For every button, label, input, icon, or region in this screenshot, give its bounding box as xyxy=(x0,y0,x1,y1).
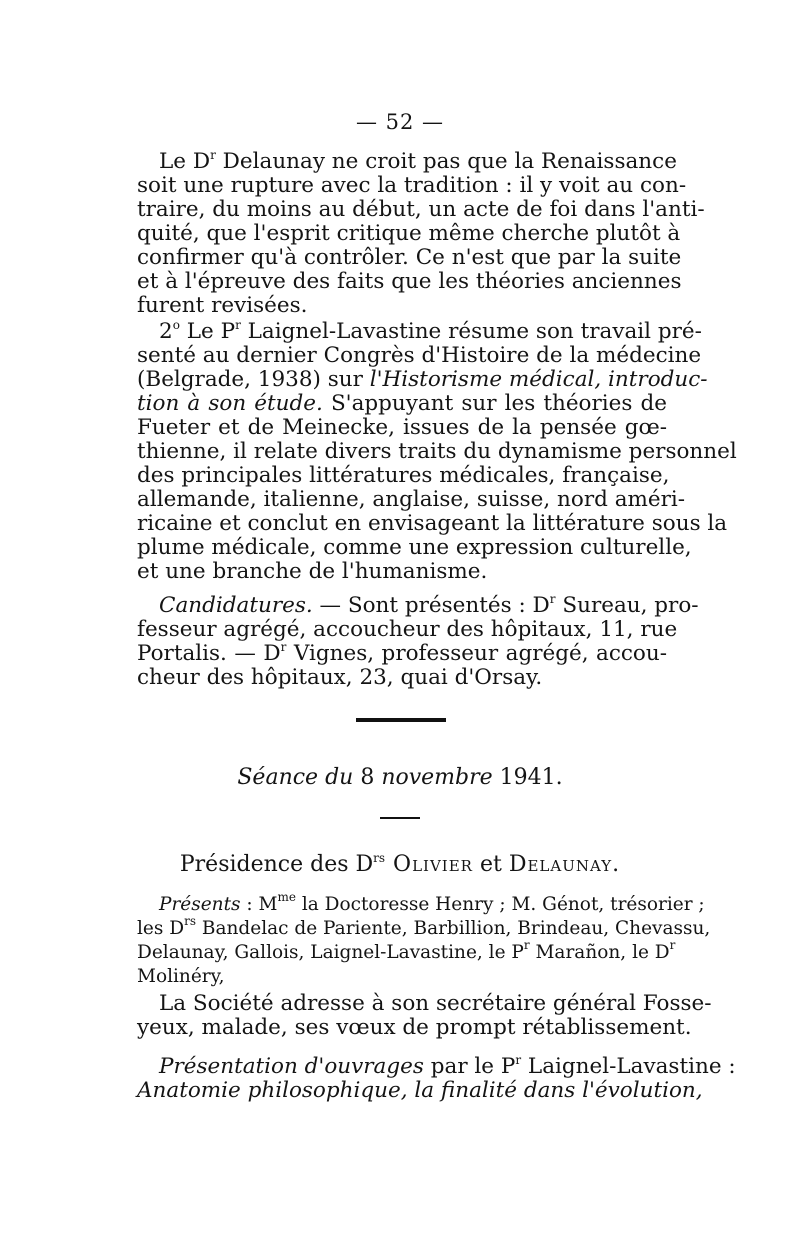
text-line: 2$^o$ Le $P^r$ Laignel-Lavastine résume son travail pré- xyxy=(159,318,702,344)
text-line: Molinéry, xyxy=(137,966,225,987)
paragraph-presentation-ouvrages xyxy=(137,1053,736,1103)
text-line: et à l'épreuve des faits que les théories anciennes xyxy=(137,269,682,294)
text-line: les $D^{rs}$ Bandelac de Pariente, Barbillion, Brindeau, Chevassu, xyxy=(137,914,711,939)
text-line: senté au dernier Congrès d'Histoire de la médecine xyxy=(137,343,702,368)
seance-heading: Séance du 8 novembre 1941. xyxy=(237,765,563,790)
text-line: allemande, italienne, anglaise, suisse, nord améri- xyxy=(137,487,686,512)
text-line: furent revisées. xyxy=(137,293,308,318)
text-line: Delaunay, Gallois, Laignel-Lavastine, le $P^r$ Marañon, le $D^r$ xyxy=(137,938,676,963)
text-line: fesseur agrégé, accoucheur des hôpitaux, 11, rue xyxy=(137,617,678,642)
text-line: quité, que l'esprit critique même cherche plutôt à xyxy=(137,221,681,246)
text-line: La Société adresse à son secrétaire général Fosse- xyxy=(159,991,712,1016)
text-line: Fueter et de Meinecke, issues de la pensée gœ- xyxy=(137,415,667,440)
text-line: Anatomie philosophique, la finalité dans l'évolution, xyxy=(137,1078,703,1103)
text-line: des principales littératures médicales, française, xyxy=(137,463,670,488)
text-line: Présents : $M^{me}$ la Doctoresse Henry ; M. Génot, trésorier ; xyxy=(159,890,705,915)
paragraph-fosseyeux xyxy=(137,991,712,1040)
text-line: et une branche de l'humanisme. xyxy=(137,559,488,584)
text-line: ricaine et conclut en envisageant la littérature sous la xyxy=(137,511,728,536)
text-line: Le $D^r$ Delaunay ne croit pas que la Renaissance xyxy=(159,148,677,174)
text-line: tion à son étude. S'appuyant sur les théories de xyxy=(137,391,668,416)
text-line: confirmer qu'à contrôler. Ce n'est que par la suite xyxy=(137,245,682,270)
text-line: Présentation d'ouvrages par le $P^r$ Laignel-Lavastine : xyxy=(159,1053,736,1079)
paragraph-renaissance xyxy=(137,148,705,318)
paragraph-historisme xyxy=(137,318,737,584)
text-line: cheur des hôpitaux, 23, quai d'Orsay. xyxy=(137,665,543,690)
text-line: Candidatures. — Sont présentés : $D^r$ Sureau, pro- xyxy=(159,592,699,618)
text-line: soit une rupture avec la tradition : il y voit au con- xyxy=(137,173,687,198)
short-divider xyxy=(380,817,420,819)
presidence-line: Présidence des $D^{rs}$ Olivier et Delaunay. xyxy=(179,851,621,877)
text-line: yeux, malade, ses vœux de prompt rétablissement. xyxy=(137,1015,692,1040)
presents-list xyxy=(137,890,711,989)
paragraph-candidatures xyxy=(137,592,699,690)
text-line: traire, du moins au début, un acte de foi dans l'anti- xyxy=(137,197,705,222)
text-line: thienne, il relate divers traits du dynamisme personnel xyxy=(137,439,737,464)
text-line: (Belgrade, 1938) sur l'Historisme médical, introduc- xyxy=(137,367,708,392)
text-line: plume médicale, comme une expression culturelle, xyxy=(137,535,692,560)
section-divider xyxy=(356,718,446,722)
page-number: — 52 — xyxy=(355,110,445,134)
text-line: Portalis. — $D^r$ Vignes, professeur agrégé, accou- xyxy=(137,640,667,666)
